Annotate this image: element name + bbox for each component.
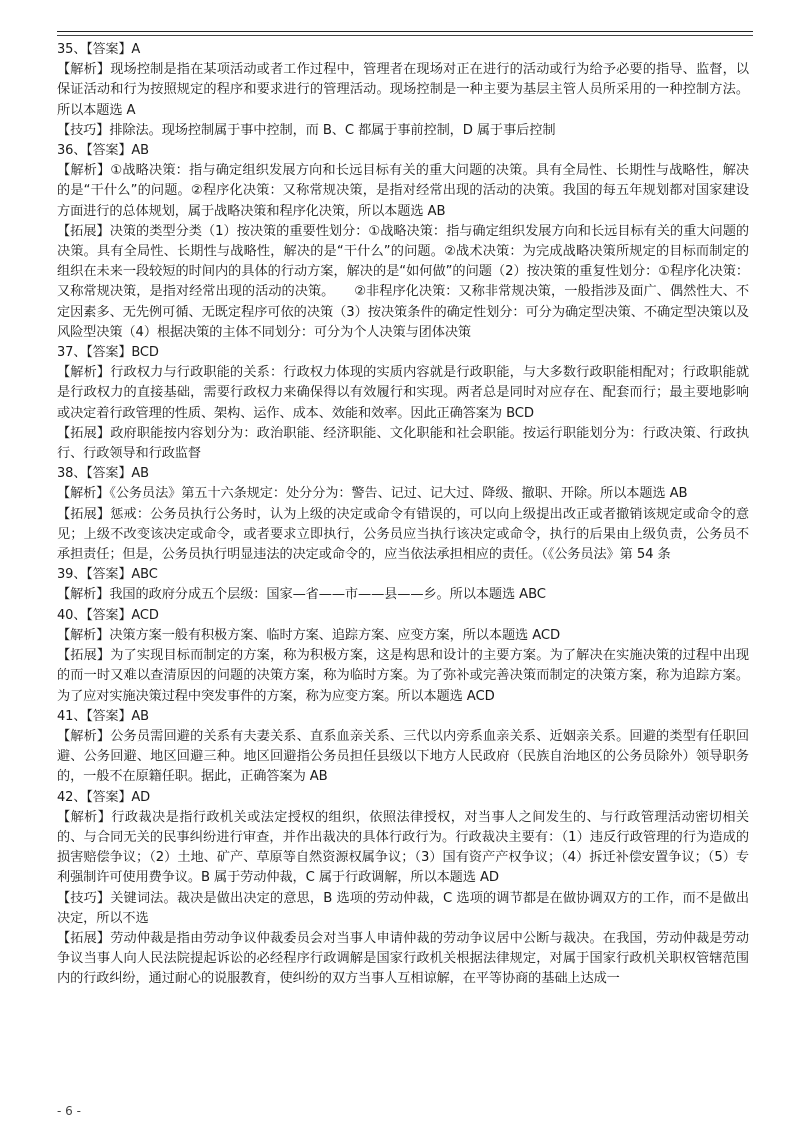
answer-heading-41: 41、【答案】AB — [57, 708, 149, 724]
analysis-42: 【解析】行政裁决是指行政机关或法定授权的组织，依照法律授权，对当事人之间发生的、与行政管理活动密切相关的、与合同无关的民事纠纷进行审查，并作出裁决的具体行政行为。行政裁决主要有：（1）违反行政管理的行为造成的损害赔偿争议；（2）土地、矿产、草原等自然资源权属争议；（3）国有资产产权争议；（4）拆迁补偿安置争议；（5）专利强制许可使用费争议。B 属于劳动仲裁，C 属于行政调解，所以本题选 AD — [57, 809, 749, 886]
answer-heading-35: 35、【答案】A — [57, 42, 141, 57]
analysis-39: 【解析】我国的政府分成五个层级：国家—省——市——县——乡。所以本题选 ABC — [57, 587, 546, 603]
analysis-38: 【解析】《公务员法》第五十六条规定：处分分为：警告、记过、记大过、降级、撤职、开除。所以本题选 AB — [57, 486, 688, 502]
extension-40: 【拓展】为了实现目标而制定的方案，称为积极方案，这是构思和设计的主要方案。为了解决在实施决策的过程中出现的而一时又难以查清原因的问题的决策方案，称为临时方案。为了弥补或完善决策而制定的决策方案，称为追踪方案。为了应对实施决策过程中突发事件的方案，称为应变方案。所以本题选 ACD — [57, 648, 749, 704]
analysis-41: 【解析】公务员需回避的关系有夫妻关系、直系血亲关系、三代以内旁系血亲关系、近姻亲关系。回避的类型有任职回避、公务回避、地区回避三种。地区回避指公务员担任县级以下地方人民政府（民族自治地区的公务员除外）领导职务的，一般不在原籍任职。据此，正确答案为 AB — [57, 728, 749, 785]
extension-38: 【拓展】惩戒：公务员执行公务时，认为上级的决定或命令有错误的，可以向上级提出改正或者撤销该规定或命令的意见；上级不改变该决定或命令，或者要求立即执行，公务员应当执行该决定或命令，执行的后果由上级负责，公务员不承担责任；但是，公务员执行明显违法的决定或命令的，应当依法承担相应的责任。（《公务员法》第 54 条 — [57, 506, 749, 563]
page-number: - 6 - — [57, 1104, 81, 1118]
answer-explanations — [57, 40, 749, 990]
answer-heading-37: 37、【答案】BCD — [57, 345, 159, 361]
analysis-37: 【解析】行政权力与行政职能的关系：行政权力体现的实质内容就是行政职能，与大多数行政职能相配对；行政职能就是行政权力的直接基础，需要行政权力来确保得以有效履行和实现。两者总是同时对应存在、配套而行；最主要地影响或决定着行政管理的性质、架构、运作、成本、效能和效率。因此正确答案为 BCD — [57, 365, 749, 421]
tip-35: 【技巧】排除法。现场控制属于事中控制，而 B、C 都属于事前控制，D 属于事后控制 — [57, 122, 556, 138]
answer-heading-36: 36、【答案】AB — [57, 143, 149, 159]
extension-37: 【拓展】政府职能按内容划分为：政治职能、经济职能、文化职能和社会职能。按运行职能划分为：行政决策、行政执行、行政领导和行政监督 — [57, 425, 749, 462]
header-rule-thin — [57, 35, 753, 36]
extension-42: 【拓展】劳动仲裁是指由劳动争议仲裁委员会对当事人申请仲裁的劳动争议居中公断与裁决。在我国，劳动仲裁是劳动争议当事人向人民法院提起诉讼的必经程序行政调解是国家行政机关根据法律规定，对属于国家行政机关职权管辖范围内的行政纠纷，通过耐心的说服教育，使纠纷的双方当事人互相谅解，在平等协商的基础上达成一 — [57, 930, 749, 987]
answer-heading-38: 38、【答案】AB — [57, 466, 149, 482]
analysis-35: 【解析】现场控制是指在某项活动或者工作过程中，管理者在现场对正在进行的活动或行为给予必要的指导、监督，以保证活动和行为按照规定的程序和要求进行的管理活动。现场控制是一种主要为基层主管人员所采用的一种控制方法。所以本题选 A — [57, 62, 749, 118]
answer-heading-42: 42、【答案】AD — [57, 789, 151, 805]
answer-heading-39: 39、【答案】ABC — [57, 567, 158, 583]
tip-42: 【技巧】关键词法。裁决是做出决定的意思，B 选项的劳动仲裁，C 选项的调节都是在做协调双方的工作，而不是做出决定，所以不选 — [57, 890, 749, 926]
answer-heading-40: 40、【答案】ACD — [57, 607, 159, 623]
analysis-40: 【解析】决策方案一般有积极方案、临时方案、追踪方案、应变方案，所以本题选 ACD — [57, 627, 561, 643]
header-rule — [57, 31, 753, 32]
extension-36: 【拓展】决策的类型分类（1）按决策的重要性划分：①战略决策：指与确定组织发展方向和长远目标有关的重大问题的决策。具有全局性、长期性与战略性，解决的是“干什么”的问题。②战术决策：为完成战略决策所规定的目标而制定的组织在未来一段较短的时间内的具体的行动方案，解决的是“如何做”的问题（2）按决策的重复性划分：①程序化决策：又称常规决策，是指对经常出现的活动的决策。 ②非程序化决策：又称非常规决策，一般指涉及面广、偶然性大、不定因素多、无先例可循、无既定程序可依的决策（3）按决策条件的确定性划分：可分为确定型决策、不确定型决策以及风险型决策（4）根据决策的主体不同划分：可分为个人决策与团体决策 — [57, 223, 749, 340]
analysis-36: 【解析】①战略决策：指与确定组织发展方向和长远目标有关的重大问题的决策。具有全局性、长期性与战略性，解决的是“干什么”的问题。②程序化决策：又称常规决策，是指对经常出现的活动的决策。我国的每五年规划都对国家建设方面进行的总体规划，属于战略决策和程序化决策，所以本题选 AB — [57, 163, 749, 219]
